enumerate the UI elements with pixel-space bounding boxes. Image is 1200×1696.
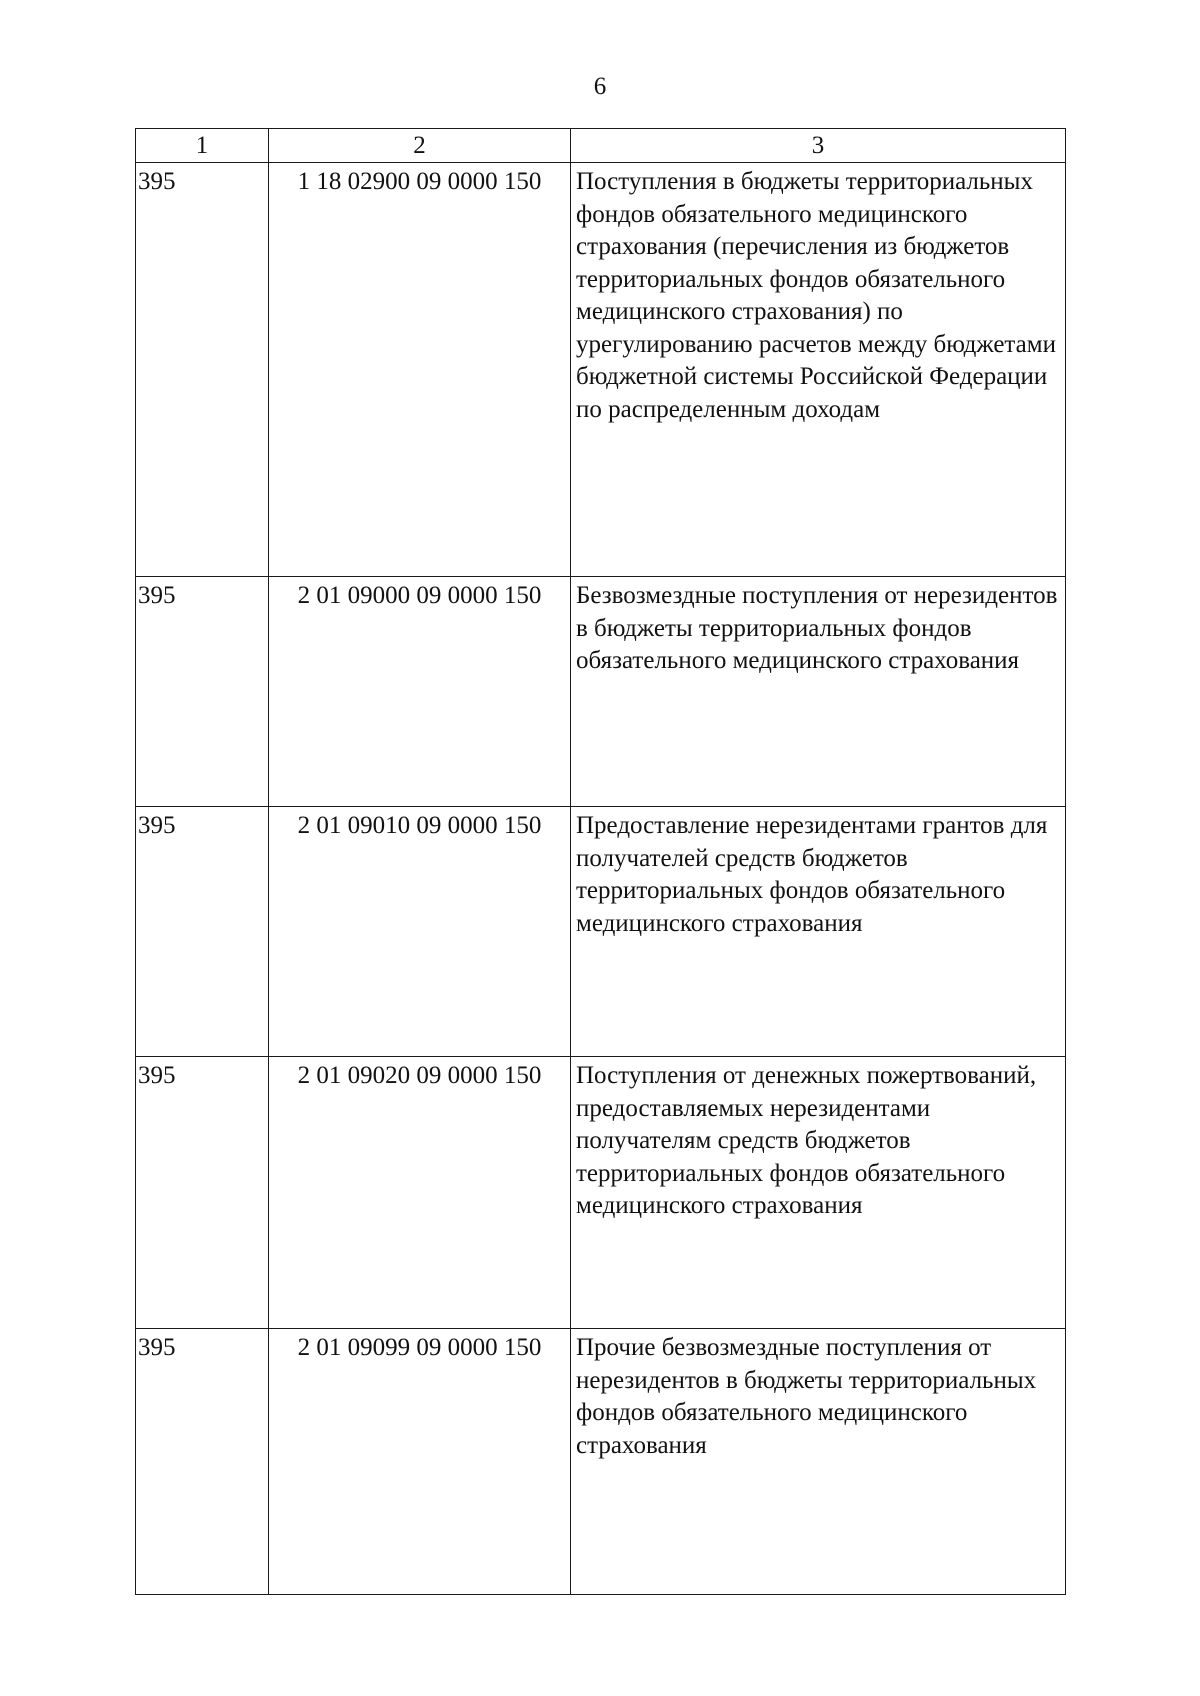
table-body xyxy=(136,163,1066,1595)
admin-code-cell: 395 xyxy=(136,1057,269,1329)
column-header-3: 3 xyxy=(571,129,1066,163)
revenue-name-cell: Прочие безвозмездные поступления от нерезидентов в бюджеты территориальных фондов обязательного медицинского страхования xyxy=(571,1329,1066,1595)
revenue-name-cell: Безвозмездные поступления от нерезидентов в бюджеты территориальных фондов обязательного медицинского страхования xyxy=(571,577,1066,807)
table-row xyxy=(136,577,1066,807)
admin-code-cell: 395 xyxy=(136,807,269,1057)
page-number: 6 xyxy=(593,73,607,100)
header-row xyxy=(136,129,1066,163)
revenue-name-cell: Поступления в бюджеты территориальных фондов обязательного медицинского страхования (перечисления из бюджетов территориальных фондов обязательного медицинского страхования) по урегулированию расчетов между бюджетами бюджетной системы Российской Федерации по распределенным доходам xyxy=(571,163,1066,577)
revenue-name-cell: Предоставление нерезидентами грантов для получателей средств бюджетов территориальных фондов обязательного медицинского страхования xyxy=(571,807,1066,1057)
budget-code-cell: 2 01 09000 09 0000 150 xyxy=(269,577,571,807)
budget-code-cell: 1 18 02900 09 0000 150 xyxy=(269,163,571,577)
column-header-2: 2 xyxy=(269,129,571,163)
revenue-name-cell: Поступления от денежных пожертвований, предоставляемых нерезидентами получателям средств бюджетов территориальных фондов обязательного медицинского страхования xyxy=(571,1057,1066,1329)
budget-code-cell: 2 01 09099 09 0000 150 xyxy=(269,1329,571,1595)
column-header-1: 1 xyxy=(136,129,269,163)
admin-code-cell: 395 xyxy=(136,163,269,577)
budget-classification-table xyxy=(135,128,1066,1595)
table-row xyxy=(136,807,1066,1057)
budget-code-cell: 2 01 09020 09 0000 150 xyxy=(269,1057,571,1329)
table-row xyxy=(136,1329,1066,1595)
admin-code-cell: 395 xyxy=(136,1329,269,1595)
table-row xyxy=(136,1057,1066,1329)
budget-code-cell: 2 01 09010 09 0000 150 xyxy=(269,807,571,1057)
table-header xyxy=(136,129,1066,163)
table-row xyxy=(136,163,1066,577)
admin-code-cell: 395 xyxy=(136,577,269,807)
